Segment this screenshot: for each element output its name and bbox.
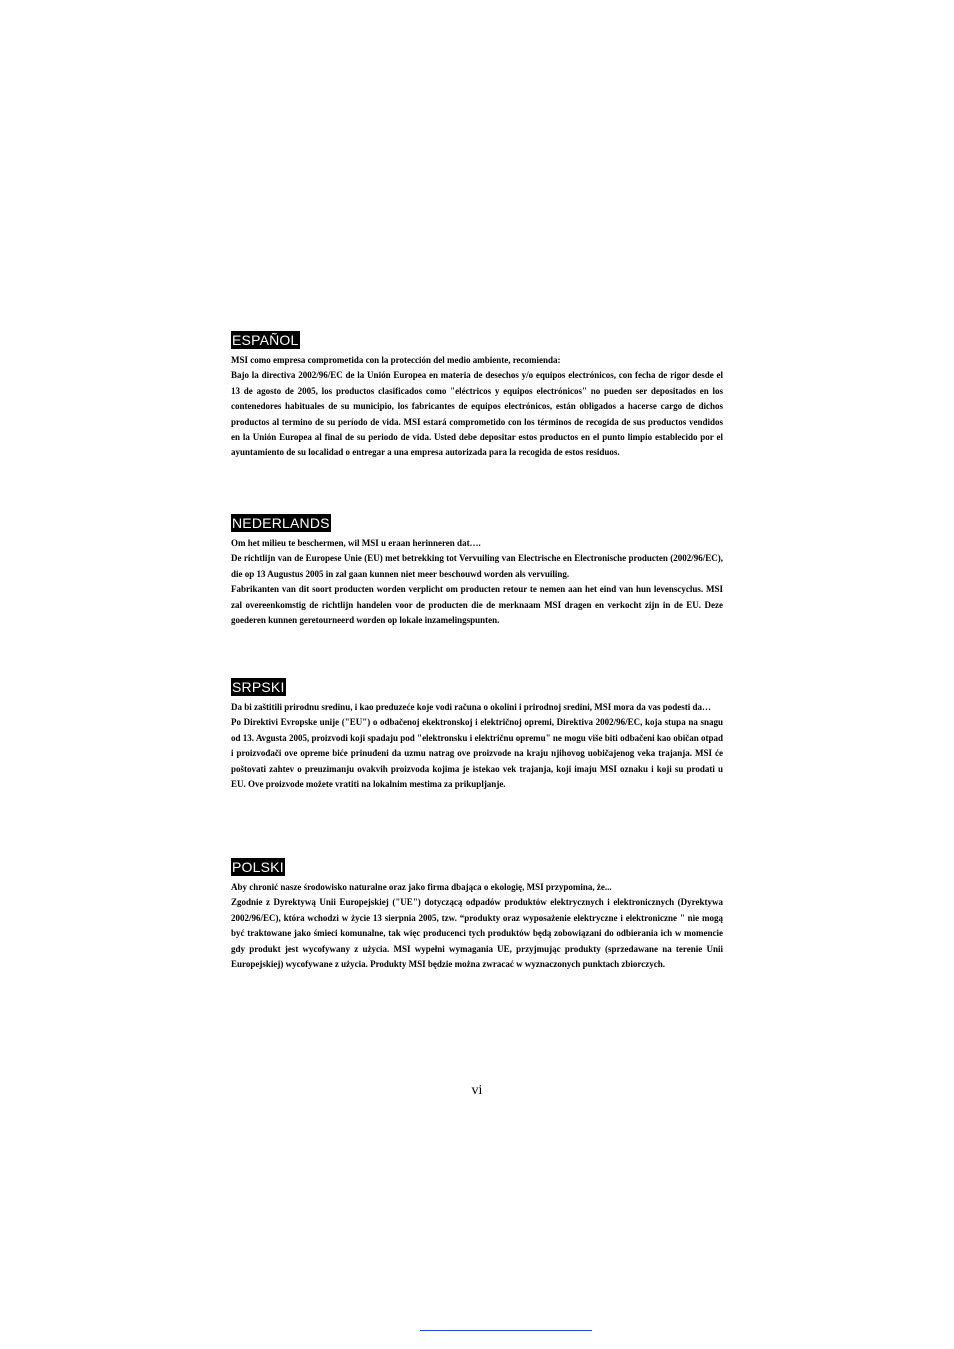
section-paragraph: Po Direktivi Evropske unije ("EU") o odbačenoj ekektronskoj i električnoj opremi, Direktiva 2002/96/EC, koja stupa na snagu od 13. Avgusta 2005, proizvodi koji spadaju pod "elektronsku i električnu opremu" ne mogu više biti odbačeni kao običan otpad i proizvođači ove opreme biće prinuđeni da uzmu natrag ove proizvode na kraju njihovog uobičajenog veka trajanja. MSI će poštovati zahtev o preuzimanju ovakvih proizvoda kojima je istekao vek trajanja, koji imaju MSI oznaku i koji su prodati u EU. Ove proizvode možete vratiti na lokalnim mestima za prikupljanje. (231, 717, 723, 790)
section-intro: MSI como empresa comprometida con la protección del medio ambiente, recomienda: (231, 355, 561, 365)
section-intro: Om het milieu te beschermen, wil MSI u eraan herinneren dat…. (231, 538, 481, 548)
section-espanol (231, 331, 723, 461)
section-nederlands (231, 514, 723, 628)
section-intro: Aby chronić nasze środowisko naturalne oraz jako firma dbająca o ekologię, MSI przypomina, że... (231, 882, 612, 892)
section-intro: Da bi zaštitili prirodnu sredinu, i kao preduzeće koje vodi računa o okolini i prirodnoj sredini, MSI mora da vas podesti da… (231, 702, 711, 712)
section-heading: NEDERLANDS (232, 515, 330, 531)
section-heading: SRPSKI (232, 679, 285, 695)
section-polski (231, 858, 723, 972)
section-paragraph: Zgodnie z Dyrektywą Unii Europejskiej ("UE") dotyczącą odpadów produktów elektrycznych i elektronicznych (Dyrektywa 2002/96/EC), która wchodzi w życie 13 sierpnia 2005, tzw. “produkty oraz wyposażenie elektryczne i elektroniczne " nie mogą być traktowane jako śmieci komunalne, tak więc producenci tych produktów będą zobowiązani do odbierania ich w momencie gdy produkt jest wycofywany z użycia. MSI wypełni wymagania UE, przyjmując produkty (sprzedawane na terenie Unii Europejskiej) wycofywane z użycia. Produkty MSI będzie można zwracać w wyznaczonych punktach zbiorczych. (231, 897, 723, 970)
section-srpski (231, 678, 723, 792)
section-paragraph: Fabrikanten van dit soort producten worden verplicht om producten retour te nemen aan het eind van hun levenscyclus. MSI zal overeenkomstig de richtlijn handelen voor de producten die de merknaam MSI dragen en verkocht zijn in de EU. Deze goederen kunnen geretourneerd worden op lokale inzamelingspunten. (231, 584, 723, 626)
footer-link-underline[interactable] (420, 1330, 592, 1331)
section-paragraph: Bajo la directiva 2002/96/EC de la Unión Europea en materia de desechos y/o equipos electrónicos, con fecha de rigor desde el 13 de agosto de 2005, los productos clasificados como "eléctricos y equipos electrónicos" no pueden ser depositados en los contenedores habituales de su municipio, los fabricantes de equipos electrónicos, están obligados a hacerse cargo de dichos productos al termino de su período de vida. MSI estará comprometido con los términos de recogida de sus productos vendidos en la Unión Europea al final de su periodo de vida. Usted debe depositar estos productos en el punto limpio establecido por el ayuntamiento de su localidad o entregar a una empresa autorizada para la recogida de estos residuos. (231, 370, 723, 458)
page-number: vi (471, 1083, 483, 1098)
section-paragraph: De richtlijn van de Europese Unie (EU) met betrekking tot Vervuiling van Electrische en Electronische producten (2002/96/EC), die op 13 Augustus 2005 in zal gaan kunnen niet meer beschouwd worden als vervuiling. (231, 553, 723, 579)
section-heading: ESPAÑOL (232, 332, 299, 348)
section-heading: POLSKI (232, 859, 284, 875)
